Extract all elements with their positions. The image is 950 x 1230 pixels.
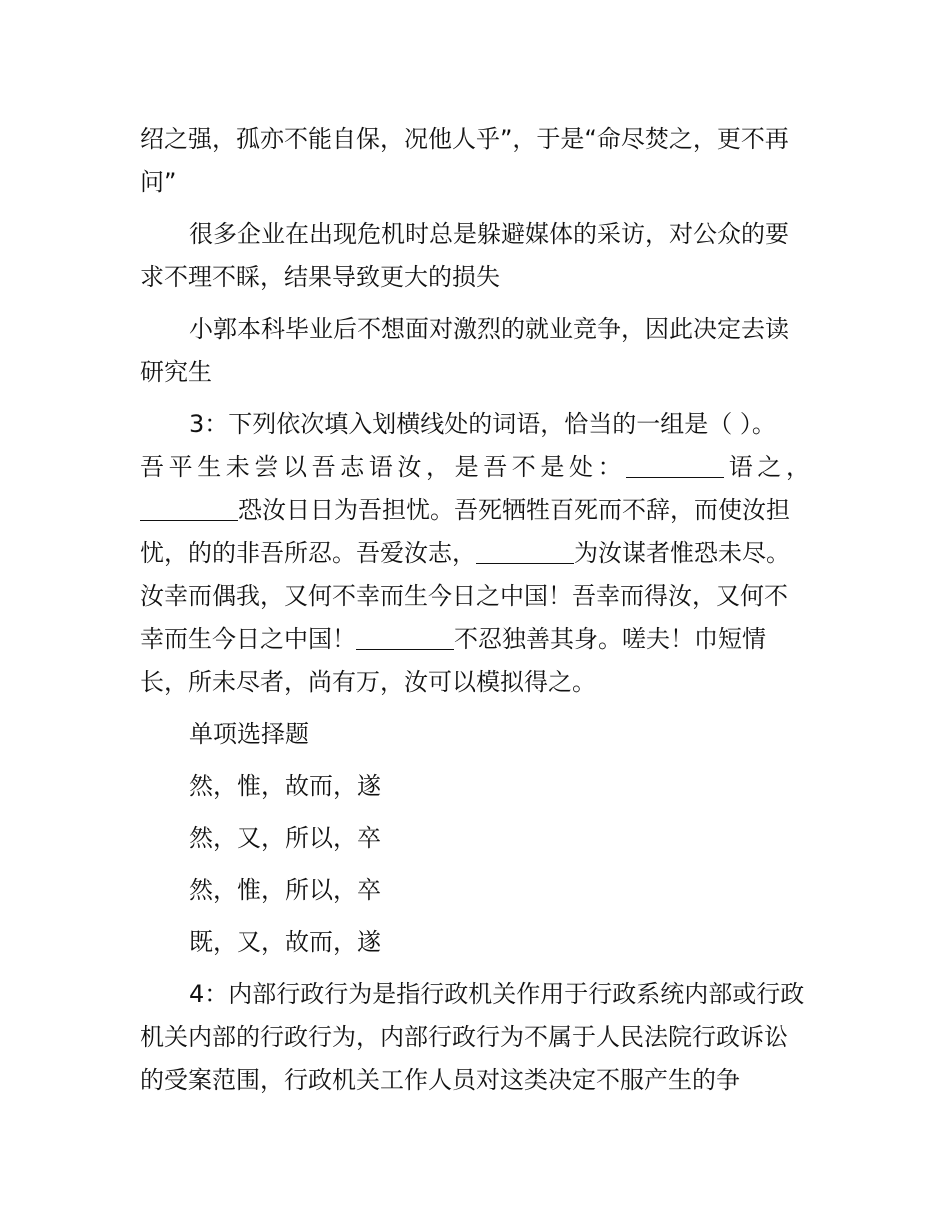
- fill-blank-4: [356, 625, 454, 650]
- question-3-passage: 吾平生未尝以吾志语汝，是吾不是处： 语之， 恐汝日日为吾担忧。吾死牺牲百死而不辞，而使汝担忧，的的非吾所忍。吾爱汝志， 为汝谋者惟恐未尽。汝幸而偶我，又何不幸而生今日之中国！吾幸而得汝，又何不幸而生今日之中国！ 不忍独善其身。嗟夫！巾短情长，所未尽者，尚有万，汝可以模拟得之。: [140, 446, 810, 704]
- option-c: 然，惟，所以，卒: [189, 876, 381, 904]
- fill-blank-3: [476, 539, 574, 564]
- paragraph-continuation: 绍之强，孤亦不能自保，况他人乎”，于是“命尽焚之，更不再问”: [140, 125, 789, 196]
- fill-blank-1: [626, 453, 724, 478]
- question-type-label: 单项选择题: [189, 720, 309, 748]
- paragraph-graduate: 小郭本科毕业后不想面对激烈的就业竞争，因此决定去读研究生: [140, 315, 789, 386]
- option-b: 然，又，所以，卒: [189, 824, 381, 852]
- fill-blank-2: [140, 496, 238, 521]
- option-a: 然，惟，故而，遂: [189, 772, 381, 800]
- paragraph-enterprise-crisis: 很多企业在出现危机时总是躲避媒体的采访，对公众的要求不理不睬，结果导致更大的损失: [140, 220, 789, 291]
- question-4-text: 4：内部行政行为是指行政机关作用于行政系统内部或行政机关内部的行政行为，内部行政行为不属于人民法院行政诉讼的受案范围，行政机关工作人员对这类决定不服产生的争: [140, 980, 805, 1094]
- passage-line-1: 吾平生未尝以吾志语汝，是吾不是处： 语之，: [140, 453, 811, 481]
- option-d: 既，又，故而，遂: [189, 928, 381, 956]
- question-3-stem: 3：下列依次填入划横线处的词语，恰当的一组是（ ）。: [189, 410, 776, 438]
